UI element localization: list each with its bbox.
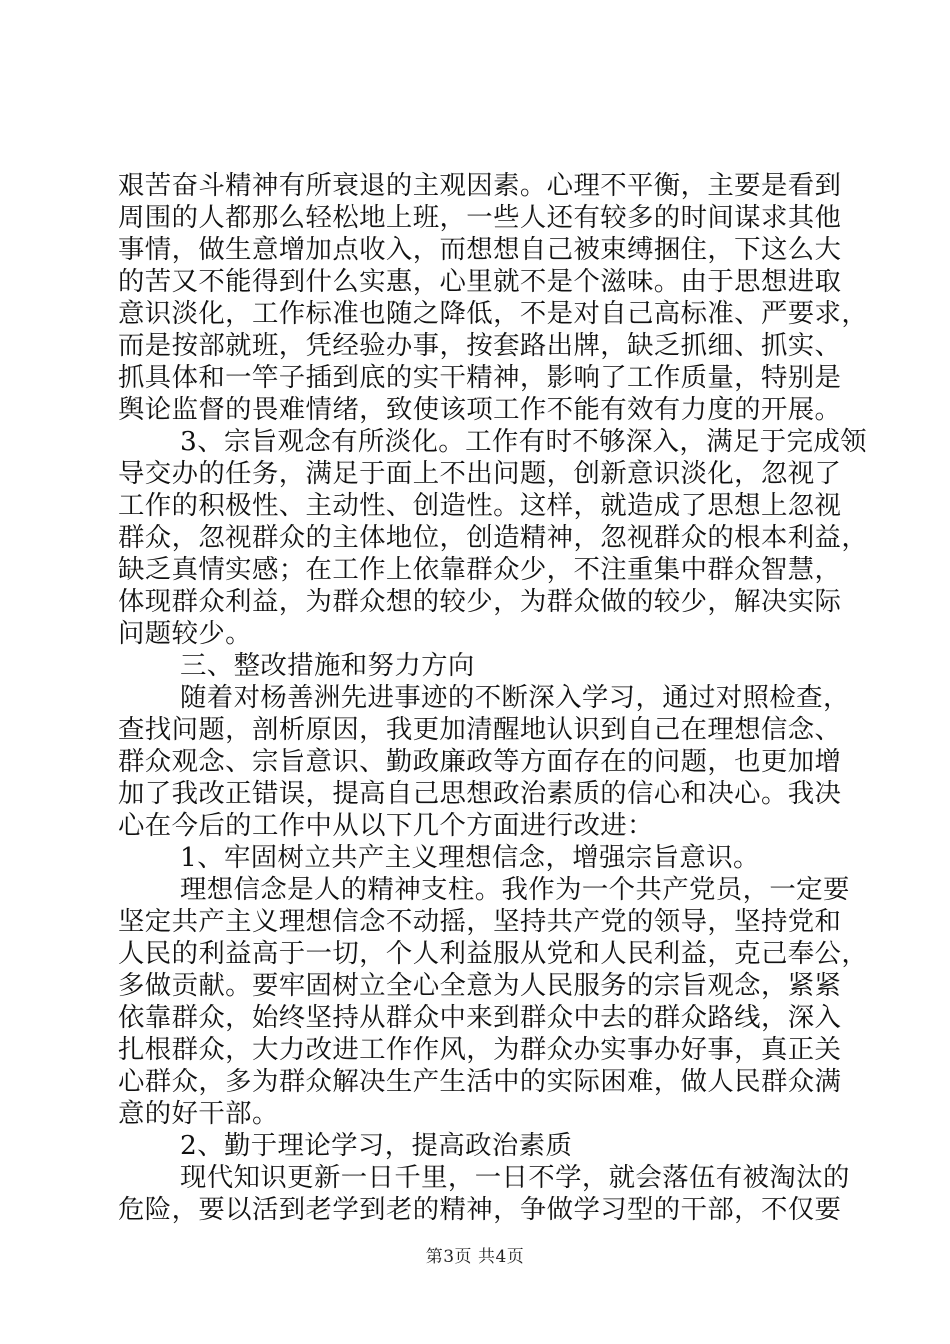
text-line: 2、勤于理论学习，提高政治素质 — [180, 1130, 573, 1161]
text-line: 查找问题，剖析原因，我更加清醒地认识到自己在理想信念、 — [118, 714, 842, 745]
text-line: 工作的积极性、主动性、创造性。这样，就造成了思想上忽视 — [118, 490, 842, 521]
text-line: 问题较少。 — [118, 618, 252, 649]
text-line: 导交办的任务，满足于面上不出问题，创新意识淡化，忽视了 — [118, 458, 842, 489]
text-line: 3、宗旨观念有所淡化。工作有时不够深入，满足于完成领 — [180, 426, 867, 457]
text-line: 的苦又不能得到什么实惠，心里就不是个滋味。由于思想进取 — [118, 266, 842, 297]
page-footer: 第3页 共4页 — [425, 1247, 525, 1267]
text-line: 群众，忽视群众的主体地位，创造精神，忽视群众的根本利益， — [118, 522, 869, 553]
text-line: 体现群众利益，为群众想的较少，为群众做的较少，解决实际 — [118, 586, 842, 617]
text-line: 随着对杨善洲先进事迹的不断深入学习，通过对照检查， — [180, 682, 850, 713]
text-line: 依靠群众，始终坚持从群众中来到群众中去的群众路线，深入 — [118, 1002, 842, 1033]
text-line: 群众观念、宗旨意识、勤政廉政等方面存在的问题，也更加增 — [118, 746, 842, 777]
text-line: 人民的利益高于一切，个人利益服从党和人民利益，克己奉公， — [118, 938, 869, 969]
text-line: 三、整改措施和努力方向 — [180, 650, 475, 681]
text-line: 加了我改正错误，提高自己思想政治素质的信心和决心。我决 — [118, 778, 842, 809]
text-line: 坚定共产主义理想信念不动摇，坚持共产党的领导，坚持党和 — [118, 906, 842, 937]
text-line: 周围的人都那么轻松地上班，一些人还有较多的时间谋求其他 — [118, 202, 842, 233]
text-line: 舆论监督的畏难情绪，致使该项工作不能有效有力度的开展。 — [118, 394, 842, 425]
text-line: 艰苦奋斗精神有所衰退的主观因素。心理不平衡，主要是看到 — [118, 170, 842, 201]
text-line: 多做贡献。要牢固树立全心全意为人民服务的宗旨观念，紧紧 — [118, 970, 842, 1001]
text-line: 抓具体和一竿子插到底的实干精神，影响了工作质量，特别是 — [118, 362, 842, 393]
text-line: 1、牢固树立共产主义理想信念，增强宗旨意识。 — [180, 842, 760, 873]
text-line: 心在今后的工作中从以下几个方面进行改进： — [118, 810, 654, 841]
text-line: 现代知识更新一日千里，一日不学，就会落伍有被淘汰的 — [180, 1162, 850, 1193]
text-line: 而是按部就班，凭经验办事，按套路出牌，缺乏抓细、抓实、 — [118, 330, 842, 361]
text-line: 扎根群众，大力改进工作作风，为群众办实事办好事，真正关 — [118, 1034, 842, 1065]
document-body — [118, 170, 869, 1226]
text-line: 心群众，多为群众解决生产生活中的实际困难，做人民群众满 — [118, 1066, 842, 1097]
text-line: 事情，做生意增加点收入，而想想自己被束缚捆住，下这么大 — [118, 234, 842, 265]
text-line: 危险，要以活到老学到老的精神，争做学习型的干部，不仅要 — [118, 1194, 842, 1225]
text-line: 缺乏真情实感；在工作上依靠群众少，不注重集中群众智慧， — [118, 554, 842, 585]
text-line: 意的好干部。 — [118, 1098, 279, 1129]
text-line: 理想信念是人的精神支柱。我作为一个共产党员，一定要 — [180, 874, 850, 905]
text-line: 意识淡化，工作标准也随之降低，不是对自己高标准、严要求， — [118, 298, 869, 329]
